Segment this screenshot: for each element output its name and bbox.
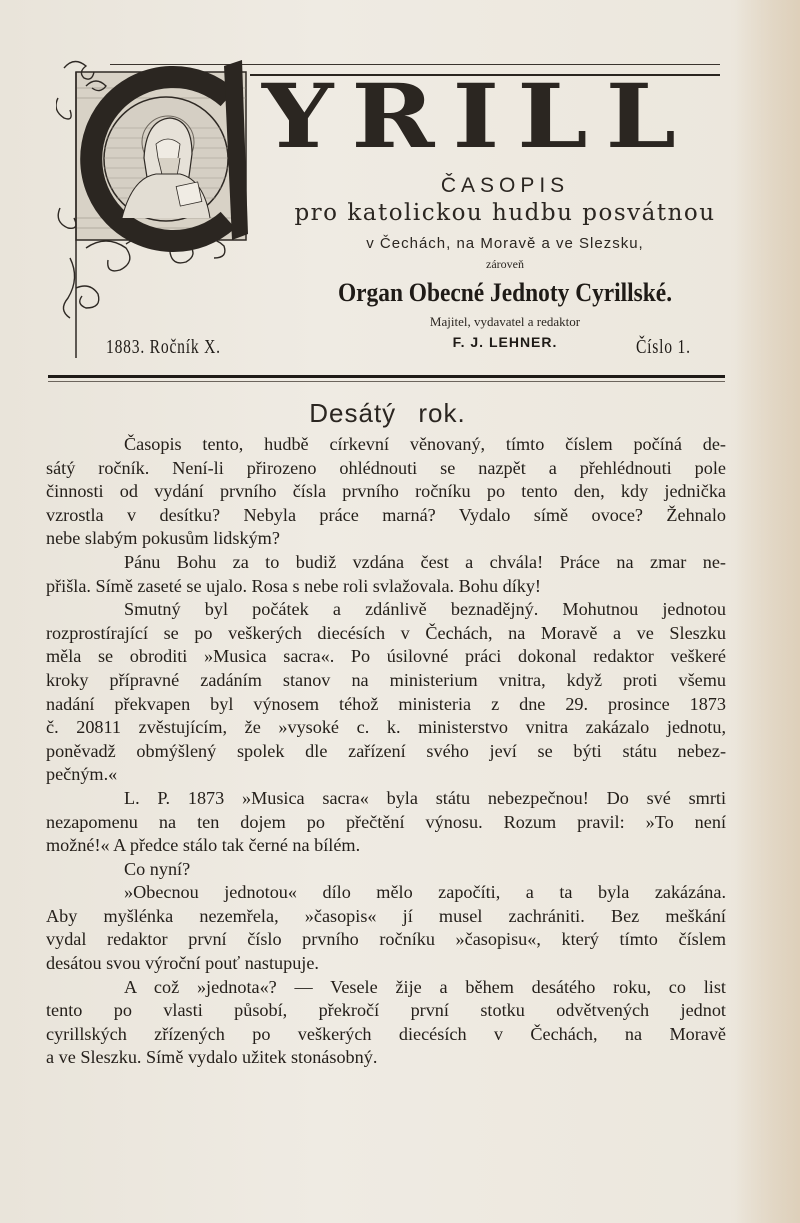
page-edge-shading xyxy=(730,0,800,1223)
masthead-organ: Organ Obecné Jednoty Cyrillské. xyxy=(337,278,673,307)
article-line: Časopis tento, hudbě církevní věnovaný, tímto číslem počíná de- xyxy=(124,434,726,454)
article-line: Co nyní? xyxy=(124,858,191,879)
article-title: Desátý rok. xyxy=(309,398,466,428)
article-line: cyrillských zřízených po veškerých diecésích v Čechách, na Moravě xyxy=(46,1023,726,1044)
article-line: pečným.« xyxy=(46,764,118,785)
article-line: A což »jednota«? — Vesele žije a během desátého roku, co list xyxy=(124,976,726,997)
article-body xyxy=(46,433,726,1070)
article-line: L. P. 1873 »Musica sacra« byla státu nebezpečnou! Do své smrti xyxy=(124,787,726,808)
article-line: možné!« A předce stálo tak černé na bílém. xyxy=(46,835,361,856)
header-divider-thin xyxy=(48,381,725,382)
masthead-subtitle: pro katolickou hudbu posvátnou xyxy=(294,200,716,226)
article-line: činnosti od vydání prvního čísla prvního ročníku po tento den, kdy jednička xyxy=(46,481,726,502)
article-line: vydal redaktor první číslo prvního ročníku »časopisu«, který tímto číslem xyxy=(46,929,726,950)
year-volume: 1883. Ročník X. xyxy=(106,336,221,358)
masthead-owner-label: Majitel, vydavatel a redaktor xyxy=(429,314,581,329)
article-line: a ve Sleszku. Símě vydalo užitek stonásobný. xyxy=(46,1047,378,1068)
article-line: desátou svou výroční pouť nastupuje. xyxy=(46,953,319,974)
article-line: nezapomenu na ten dojem po přečtění výnosu. Rozum pravil: »To není xyxy=(46,811,726,832)
article-line: Aby myšlénka nezemřela, »časopis« jí musel zachrániti. Bez meškání xyxy=(46,905,726,926)
article-line: Smutný byl počátek a zdánlivě beznadějný. Mohutnou jednotou xyxy=(124,599,726,620)
article-line: kroky přípravné zadáním stanov na ministerium vnitra, když proti všemu xyxy=(46,669,726,690)
article-line: sátý ročník. Není-li přirozeno ohlédnouti se nazpět a přehlédnouti pole xyxy=(46,457,726,478)
article-line: č. 20811 zvěstujícím, že »vysoké c. k. ministerstvo vnitra zakázalo jednotu, xyxy=(46,717,726,738)
article-line: rozprostírající se po veškerých diecésích v Čechách, na Moravě a ve Sleszku xyxy=(46,622,726,643)
article-line: nebe slabým pokusům lidským? xyxy=(46,528,280,549)
masthead-title: YRILL xyxy=(262,64,694,168)
article-line: měla se obroditi »Musica sacra«. Po úsilovné práci dokonal redaktor veškeré xyxy=(46,646,726,667)
article-line: přišla. Símě zaseté se ujalo. Rosa s nebe roli svlažovala. Bohu díky! xyxy=(46,575,541,596)
article-line: tento po vlasti působí, překročí první stotku odvětvených jednot xyxy=(46,1000,726,1021)
illuminated-initial-c-with-portrait xyxy=(56,58,266,358)
masthead-editor: F. J. LEHNER. xyxy=(452,334,558,350)
header-divider-thick xyxy=(48,375,725,378)
article-line: Pánu Bohu za to budiž vzdána čest a chvála! Práce na zmar ne- xyxy=(124,551,726,572)
article-line: »Obecnou jednotou« dílo mělo započíti, a ta byla zakázána. xyxy=(124,882,726,903)
article-line: nadání překvapen byl výnosem téhož ministeria z dne 29. prosince 1873 xyxy=(46,693,726,714)
article-line: poněvadž obmýšlený spolek dle zařízení svého jeví se býti státu nebez- xyxy=(46,740,726,761)
article-line: vzrostla v desítku? Nebyla práce marná? Vydalo símě ovoce? Žehnalo xyxy=(46,504,726,525)
issue-number: Číslo 1. xyxy=(636,336,691,358)
masthead-region: v Čechách, na Moravě a ve Slezsku, xyxy=(366,235,644,252)
masthead-casopis: ČASOPIS xyxy=(440,174,570,197)
masthead-zaroven: zároveň xyxy=(486,257,524,271)
